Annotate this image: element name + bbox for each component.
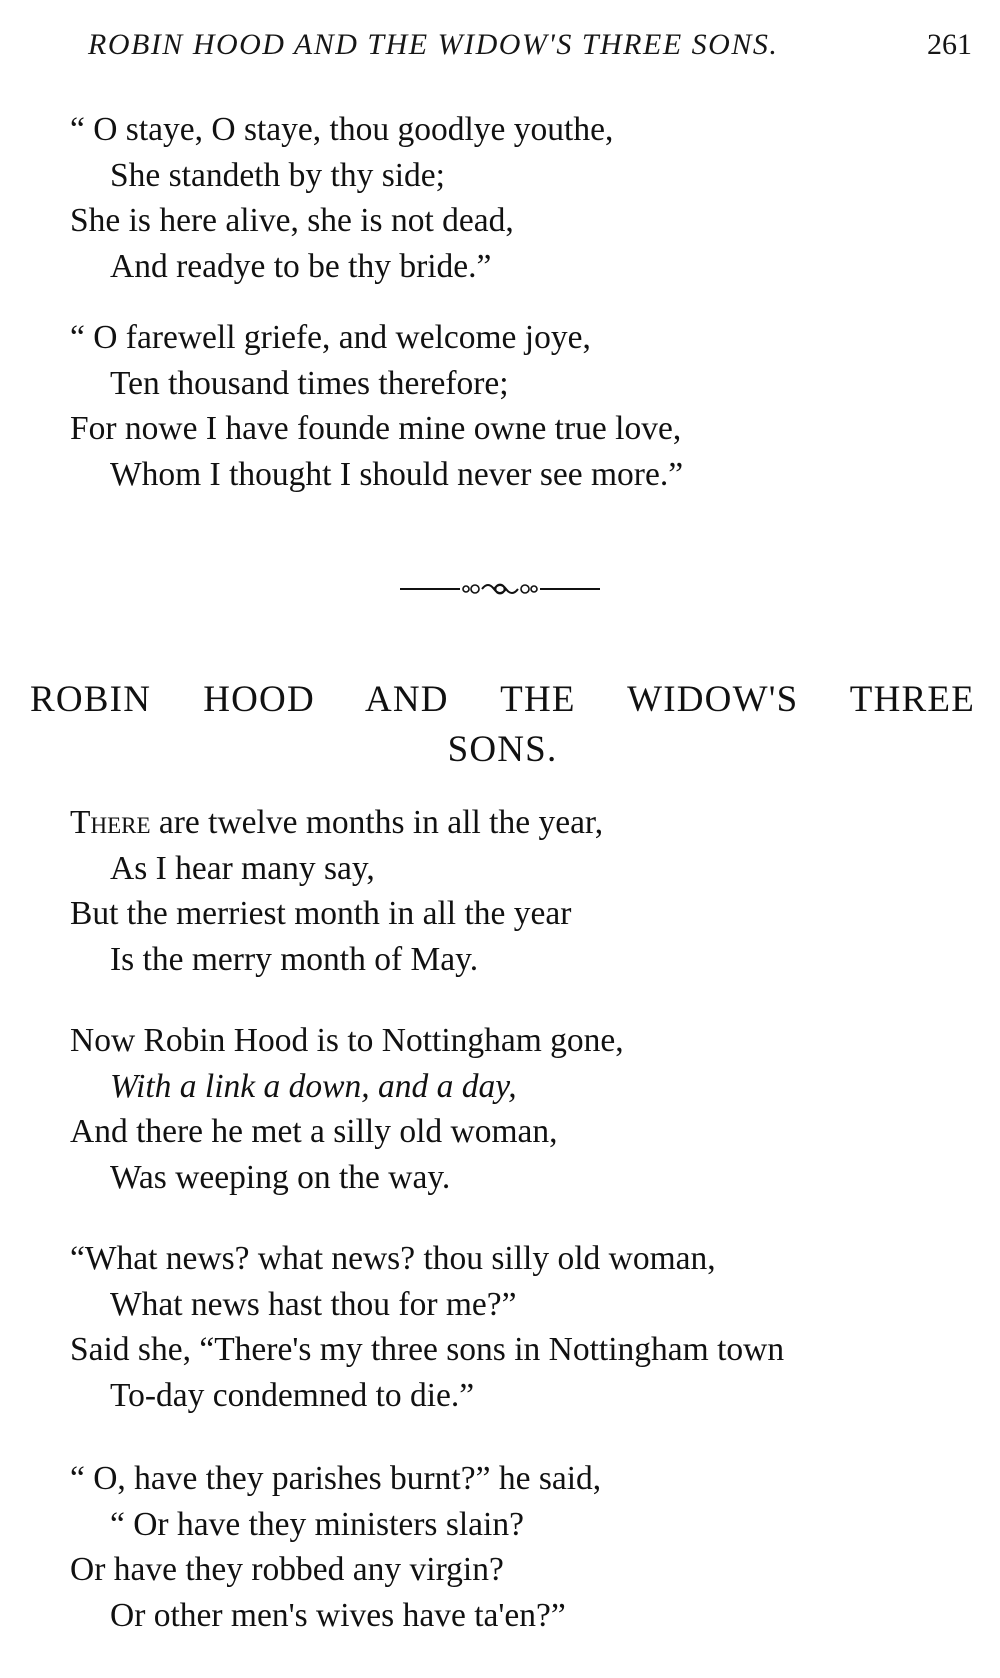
running-head-title: ROBIN HOOD AND THE WIDOW'S THREE SONS. (88, 28, 779, 61)
verse-refrain: With a link a down, and a day, (110, 1067, 517, 1105)
verse-line: To-day condemned to die.” (110, 1376, 475, 1414)
verse-line: Now Robin Hood is to Nottingham gone, (70, 1022, 624, 1059)
verse-line: Or other men's wives have ta'en?” (110, 1596, 566, 1634)
section-heading-line: SONS. (447, 729, 558, 770)
verse-line: Whom I thought I should never see more.” (110, 455, 684, 493)
verse-line: Was weeping on the way. (110, 1158, 451, 1196)
verse-line: She is here alive, she is not dead, (70, 202, 514, 239)
verse-line: And there he met a silly old woman, (70, 1113, 558, 1150)
section-heading-line: ROBIN HOOD AND THE WIDOW'S THREE (30, 679, 975, 720)
section-heading (30, 675, 975, 775)
ornament-divider-icon (400, 578, 600, 600)
stanza (70, 1018, 975, 1200)
verse-line-rest: are twelve months in all the year, (150, 804, 604, 841)
verse-line: “ O staye, O staye, thou goodlye youthe, (70, 111, 614, 148)
page-number: 261 (927, 28, 972, 61)
stanza (70, 107, 975, 289)
verse-line: For nowe I have founde mine owne true love, (70, 410, 682, 447)
stanza (70, 800, 975, 982)
verse-line: Said she, “There's my three sons in Nottingham town (70, 1331, 785, 1368)
running-head (88, 28, 972, 62)
verse-line: But the merriest month in all the year (70, 895, 572, 932)
verse-line: She standeth by thy side; (110, 156, 445, 194)
verse-line: And readye to be thy bride.” (110, 247, 492, 285)
stanza (70, 1456, 975, 1638)
verse-line: Is the merry month of May. (110, 940, 479, 978)
verse-line: As I hear many say, (110, 849, 375, 887)
verse-line: Or have they robbed any virgin? (70, 1551, 504, 1588)
verse-line: “ Or have they ministers slain? (110, 1505, 524, 1543)
stanza (70, 1236, 975, 1418)
verse-line: Ten thousand times therefore; (110, 364, 509, 402)
verse-line (70, 800, 975, 846)
verse-line: “ O farewell griefe, and welcome joye, (70, 319, 591, 356)
stanza (70, 315, 975, 497)
initial-word: There (70, 804, 151, 841)
verse-line: “ O, have they parishes burnt?” he said, (70, 1460, 602, 1497)
verse-line: “What news? what news? thou silly old woman, (70, 1240, 716, 1277)
verse-line: What news hast thou for me?” (110, 1285, 517, 1323)
